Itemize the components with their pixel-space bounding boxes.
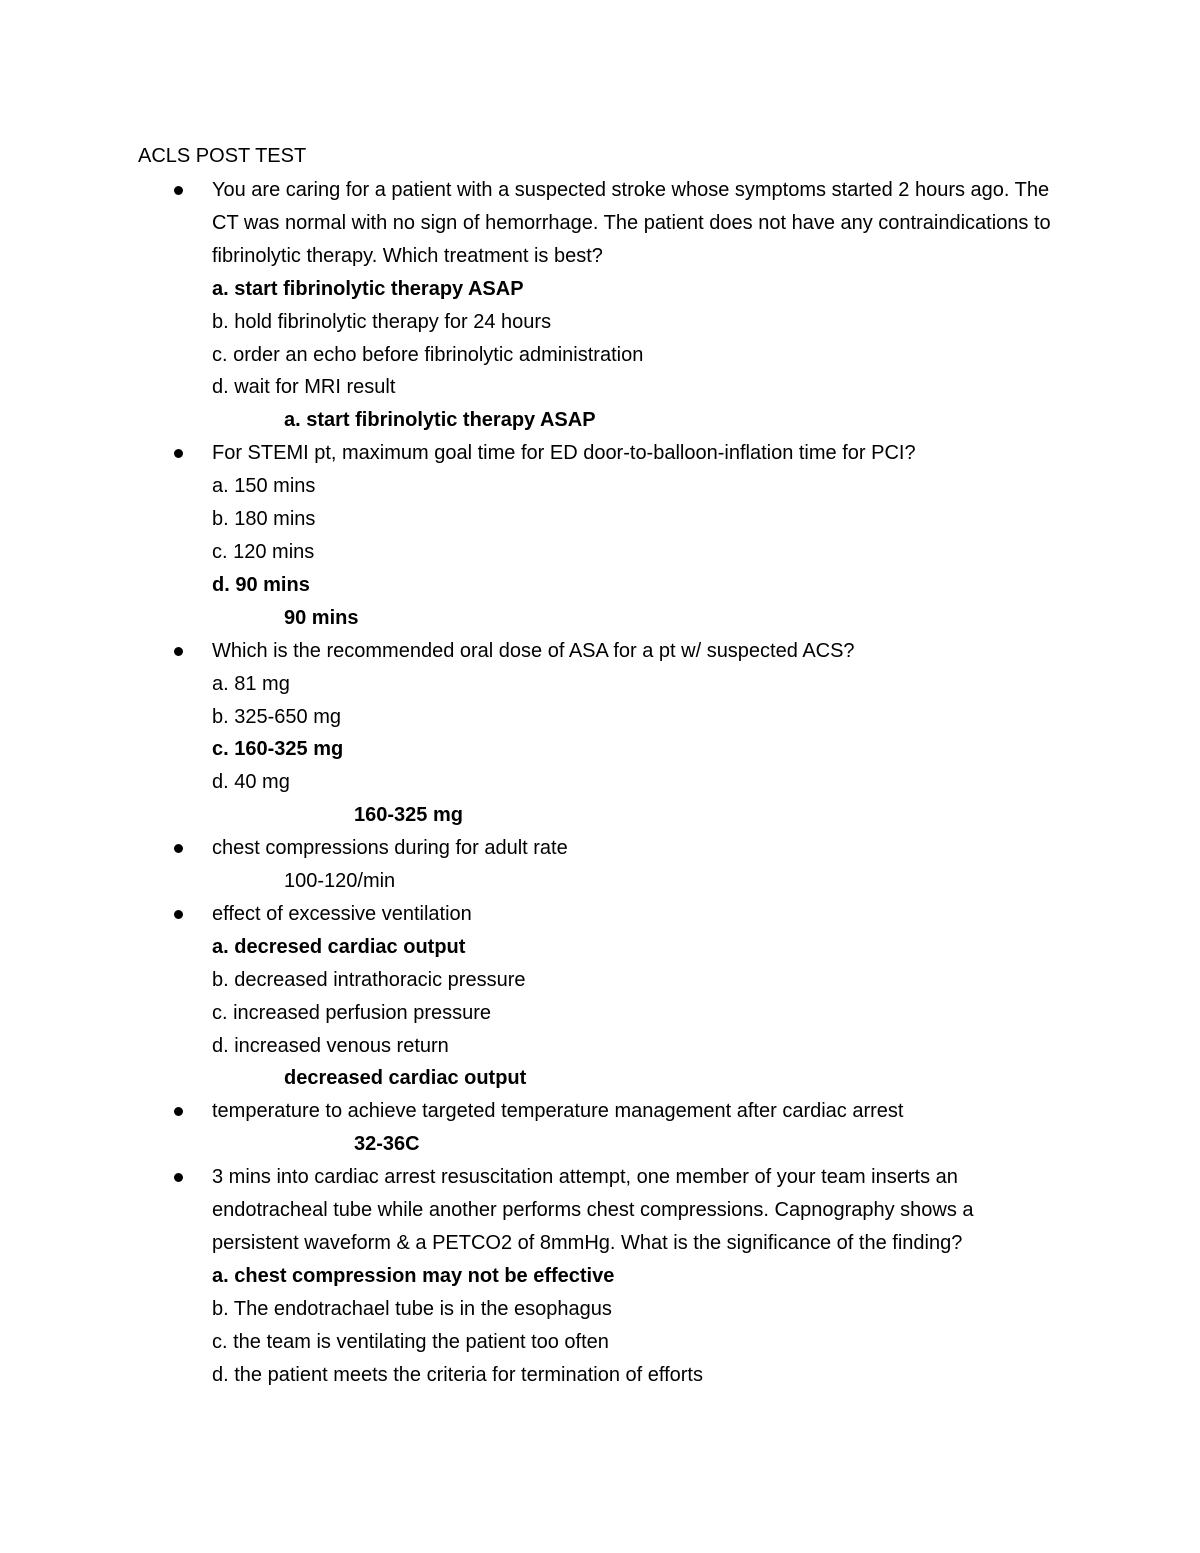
question-item: [212, 832, 1062, 898]
option-d: d. increased venous return: [212, 1034, 449, 1057]
question-text: 3 mins into cardiac arrest resuscitation attempt, one member of your team inserts an endotracheal tube while another performs chest compressions. Capnography shows a persistent waveform & a PETCO2 of 8mmHg. What is the significance of the finding?: [212, 1166, 974, 1254]
question-text: effect of excessive ventilation: [212, 902, 472, 925]
option-b: b. hold fibrinolytic therapy for 24 hours: [212, 310, 552, 333]
answer-text: 100-120/min: [284, 870, 396, 893]
bullet-icon: [174, 449, 183, 458]
option-a: a. 81 mg: [212, 672, 290, 695]
option-b: b. 180 mins: [212, 508, 316, 531]
bullet-icon: [174, 844, 183, 853]
question-item: [212, 437, 1062, 634]
option-b: b. 325-650 mg: [212, 705, 341, 728]
bullet-icon: [174, 1107, 183, 1116]
option-a: a. 150 mins: [212, 475, 316, 498]
option-c: c. 120 mins: [212, 540, 315, 563]
option-a: a. start fibrinolytic therapy ASAP: [212, 277, 524, 300]
option-d: d. 40 mg: [212, 771, 290, 794]
question-item: [212, 635, 1062, 832]
option-d: d. wait for MRI result: [212, 376, 396, 399]
answer-text: 90 mins: [284, 606, 359, 629]
question-item: [212, 174, 1062, 437]
question-text: For STEMI pt, maximum goal time for ED door-to-balloon-inflation time for PCI?: [212, 442, 916, 465]
document-title: ACLS POST TEST: [138, 145, 307, 167]
answer-text: a. start fibrinolytic therapy ASAP: [284, 409, 596, 432]
answer-text: 160-325 mg: [354, 804, 463, 827]
option-c: c. increased perfusion pressure: [212, 1001, 492, 1024]
answer-text: 32-36C: [354, 1133, 420, 1156]
option-d: d. the patient meets the criteria for termination of efforts: [212, 1363, 703, 1386]
option-c: c. order an echo before fibrinolytic administration: [212, 343, 644, 366]
question-item: [212, 1095, 1062, 1161]
option-d: d. 90 mins: [212, 573, 310, 596]
option-c: c. the team is ventilating the patient too often: [212, 1330, 609, 1353]
option-a: a. chest compression may not be effective: [212, 1264, 615, 1287]
question-text: temperature to achieve targeted temperature management after cardiac arrest: [212, 1100, 904, 1123]
option-c: c. 160-325 mg: [212, 738, 344, 761]
question-text: Which is the recommended oral dose of ASA for a pt w/ suspected ACS?: [212, 639, 855, 662]
option-b: b. The endotrachael tube is in the esophagus: [212, 1297, 612, 1320]
question-text: chest compressions during for adult rate: [212, 837, 568, 860]
bullet-icon: [174, 910, 183, 919]
question-item: [212, 1161, 1062, 1391]
question-text: You are caring for a patient with a suspected stroke whose symptoms started 2 hours ago. The CT was normal with no sign of hemorrhage. The patient does not have any contraindications to fibrinolytic therapy. Which treatment is best?: [212, 179, 1051, 267]
bullet-icon: [174, 647, 183, 656]
bullet-icon: [174, 186, 183, 195]
answer-text: decreased cardiac output: [284, 1067, 527, 1090]
option-b: b. decreased intrathoracic pressure: [212, 968, 526, 991]
bullet-icon: [174, 1173, 183, 1182]
question-list: [212, 174, 1062, 1392]
option-a: a. decresed cardiac output: [212, 935, 466, 958]
question-item: [212, 898, 1062, 1095]
